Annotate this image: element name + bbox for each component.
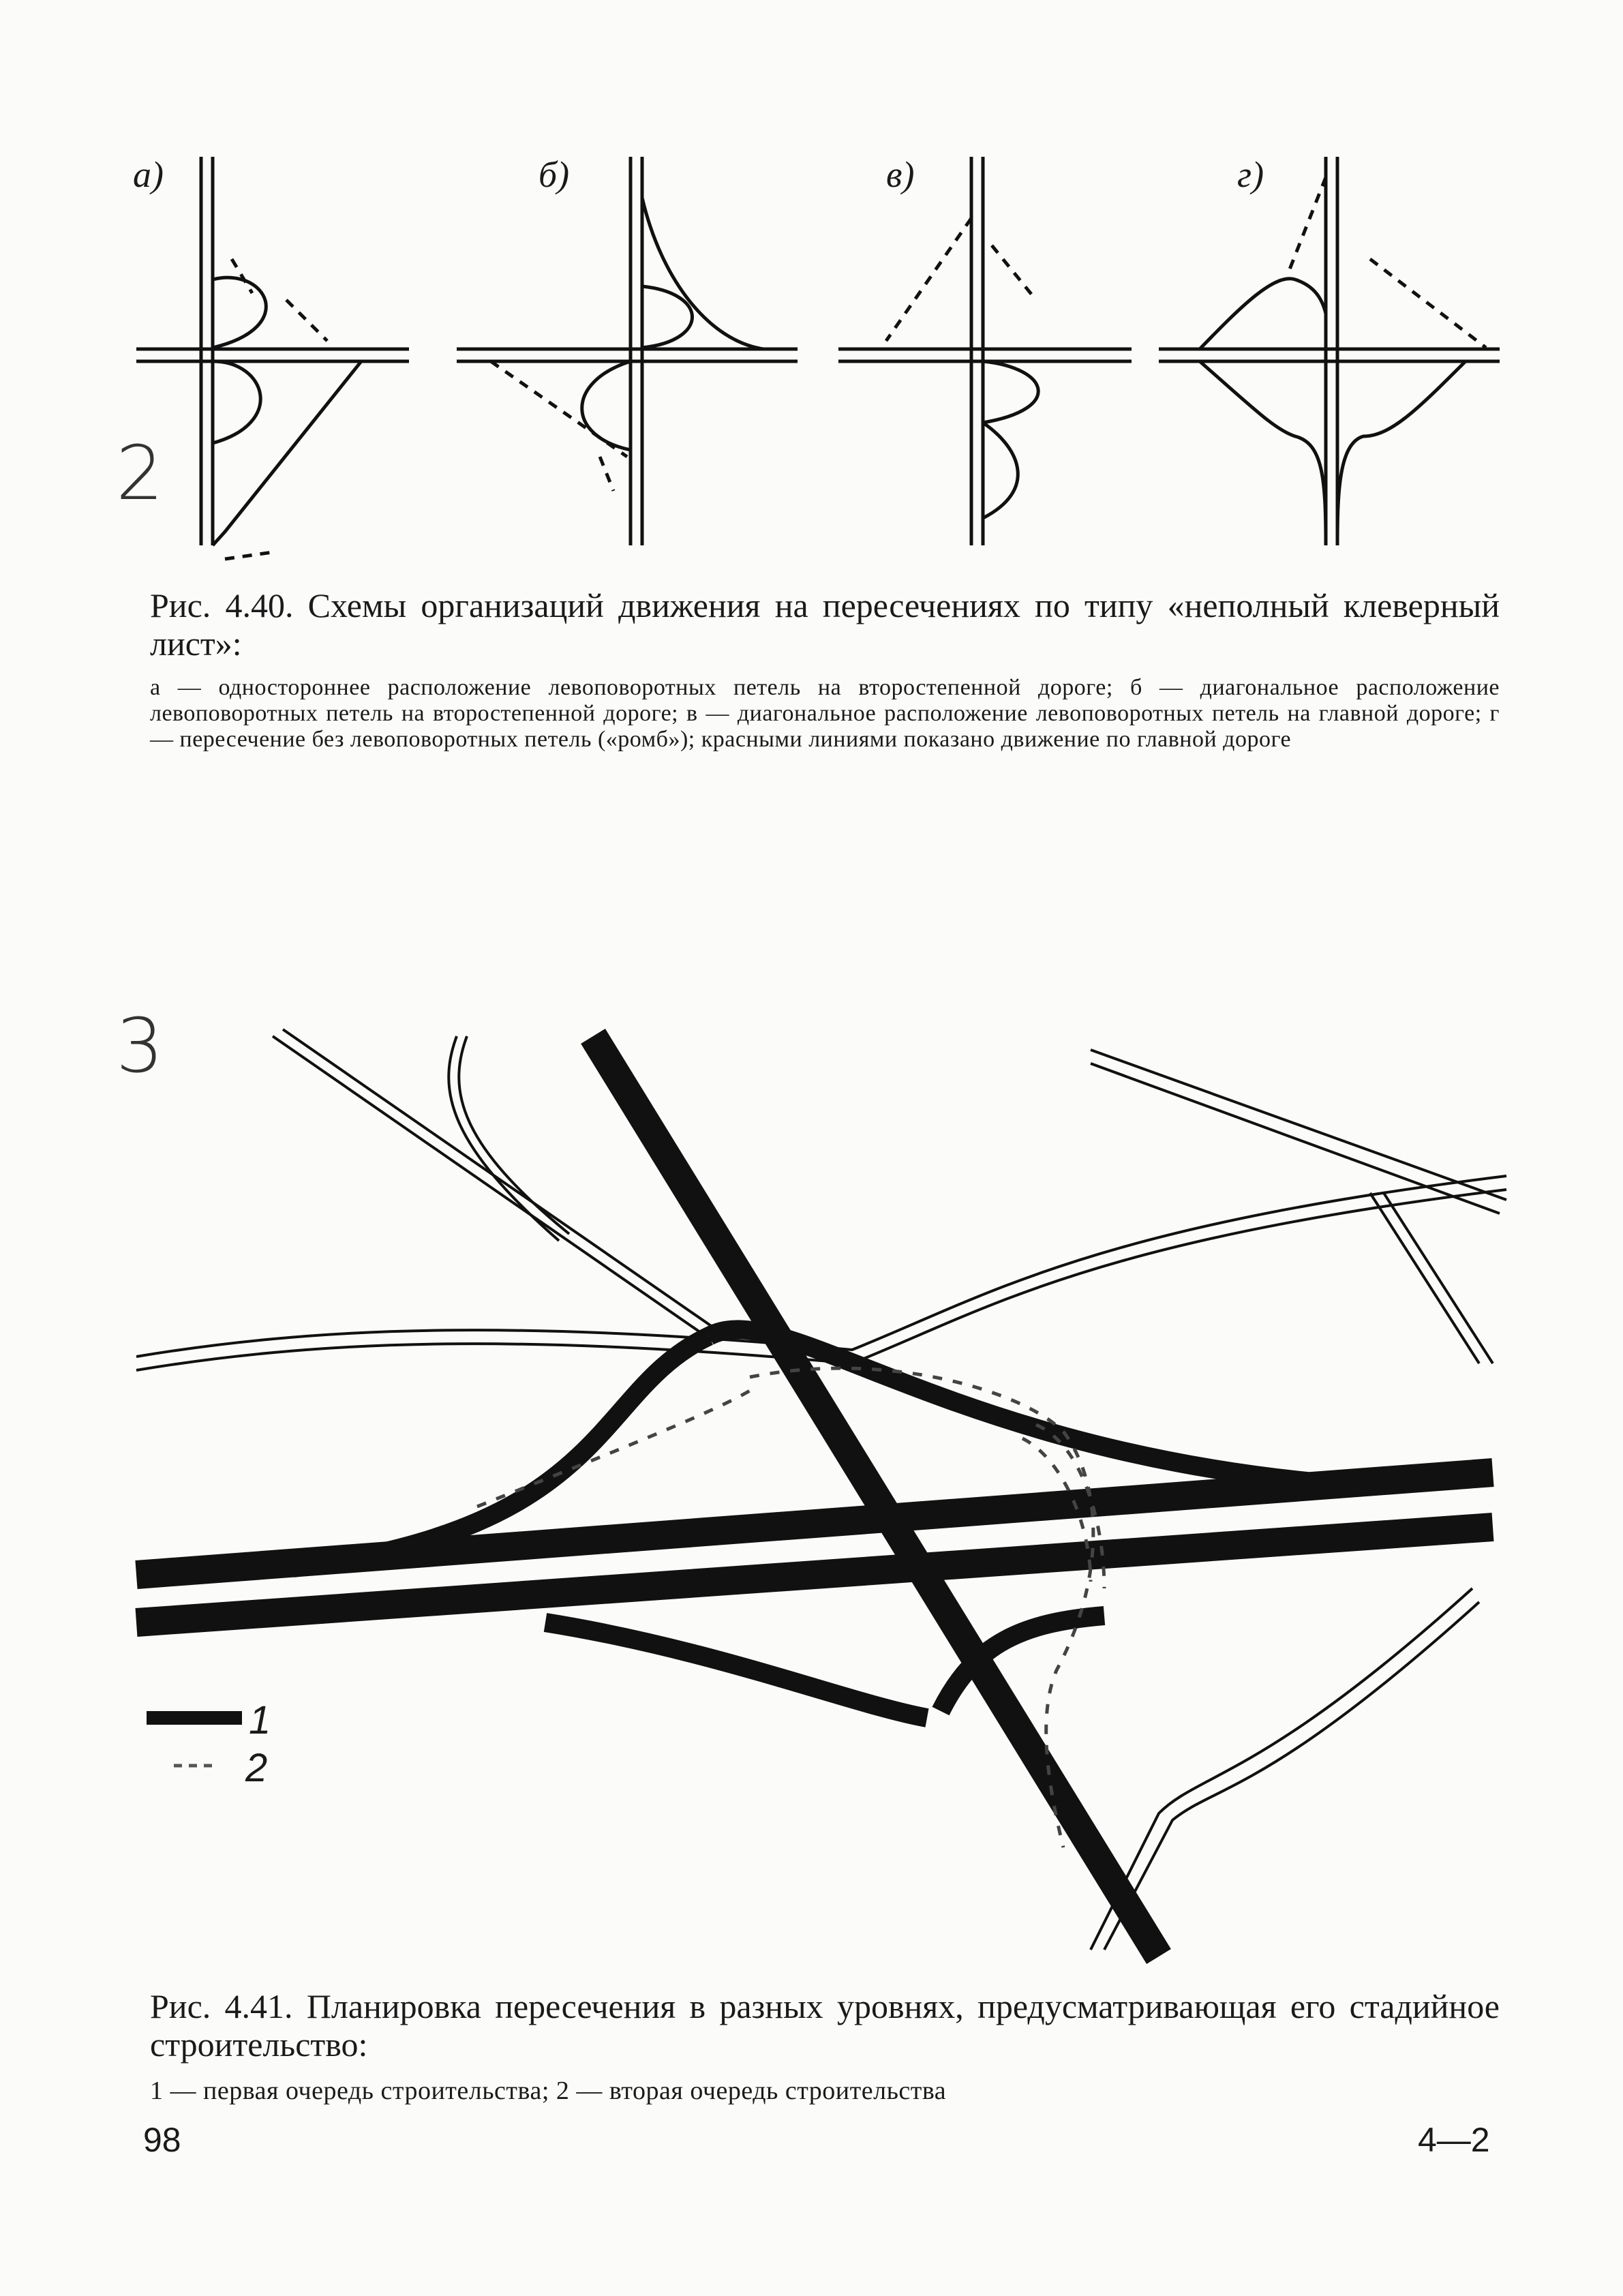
diagram-d <box>1159 157 1500 545</box>
figure-4-40-legend: а — одностороннее расположение левоповоротных петель на второстепенной дороге; б — диагональное расположение левоповоротных петель на второстепенной дороге; в — диагональное расположение левоповоротных петель на главной дороге; г — пересечение без левоповоротных петель («ромб»); красными линиями показано движение по главной дороге <box>150 675 1500 752</box>
diagram-a <box>136 157 409 559</box>
handwritten-mark-2: 2 <box>116 429 164 517</box>
figure-4-40-caption: Рис. 4.40. Схемы организаций движения на пересечениях по типу «неполный клеверный лист»: <box>150 586 1500 663</box>
figure-4-41-caption: Рис. 4.41. Планировка пересечения в разных уровнях, предусматривающая его стадийное строительство: <box>150 1987 1500 2064</box>
handwritten-mark-3: 3 <box>116 1002 164 1089</box>
signature-mark: 4—2 <box>1418 2121 1490 2159</box>
subfigure-label-d: г) <box>1237 154 1264 195</box>
legend-key-2: 2 <box>245 1746 268 1790</box>
diagram-b <box>457 157 798 545</box>
figure-4-41-legend: 1 — первая очередь строительства; 2 — вторая очередь строительства <box>150 2076 947 2105</box>
legend-key-1: 1 <box>249 1698 271 1742</box>
subfigure-label-a: а) <box>133 154 164 195</box>
page-number: 98 <box>143 2121 181 2159</box>
diagram-c <box>838 157 1132 545</box>
subfigure-label-c: в) <box>886 154 915 195</box>
figure-4-41-plan <box>0 1009 1623 1977</box>
subfigure-label-b: б) <box>539 154 570 195</box>
